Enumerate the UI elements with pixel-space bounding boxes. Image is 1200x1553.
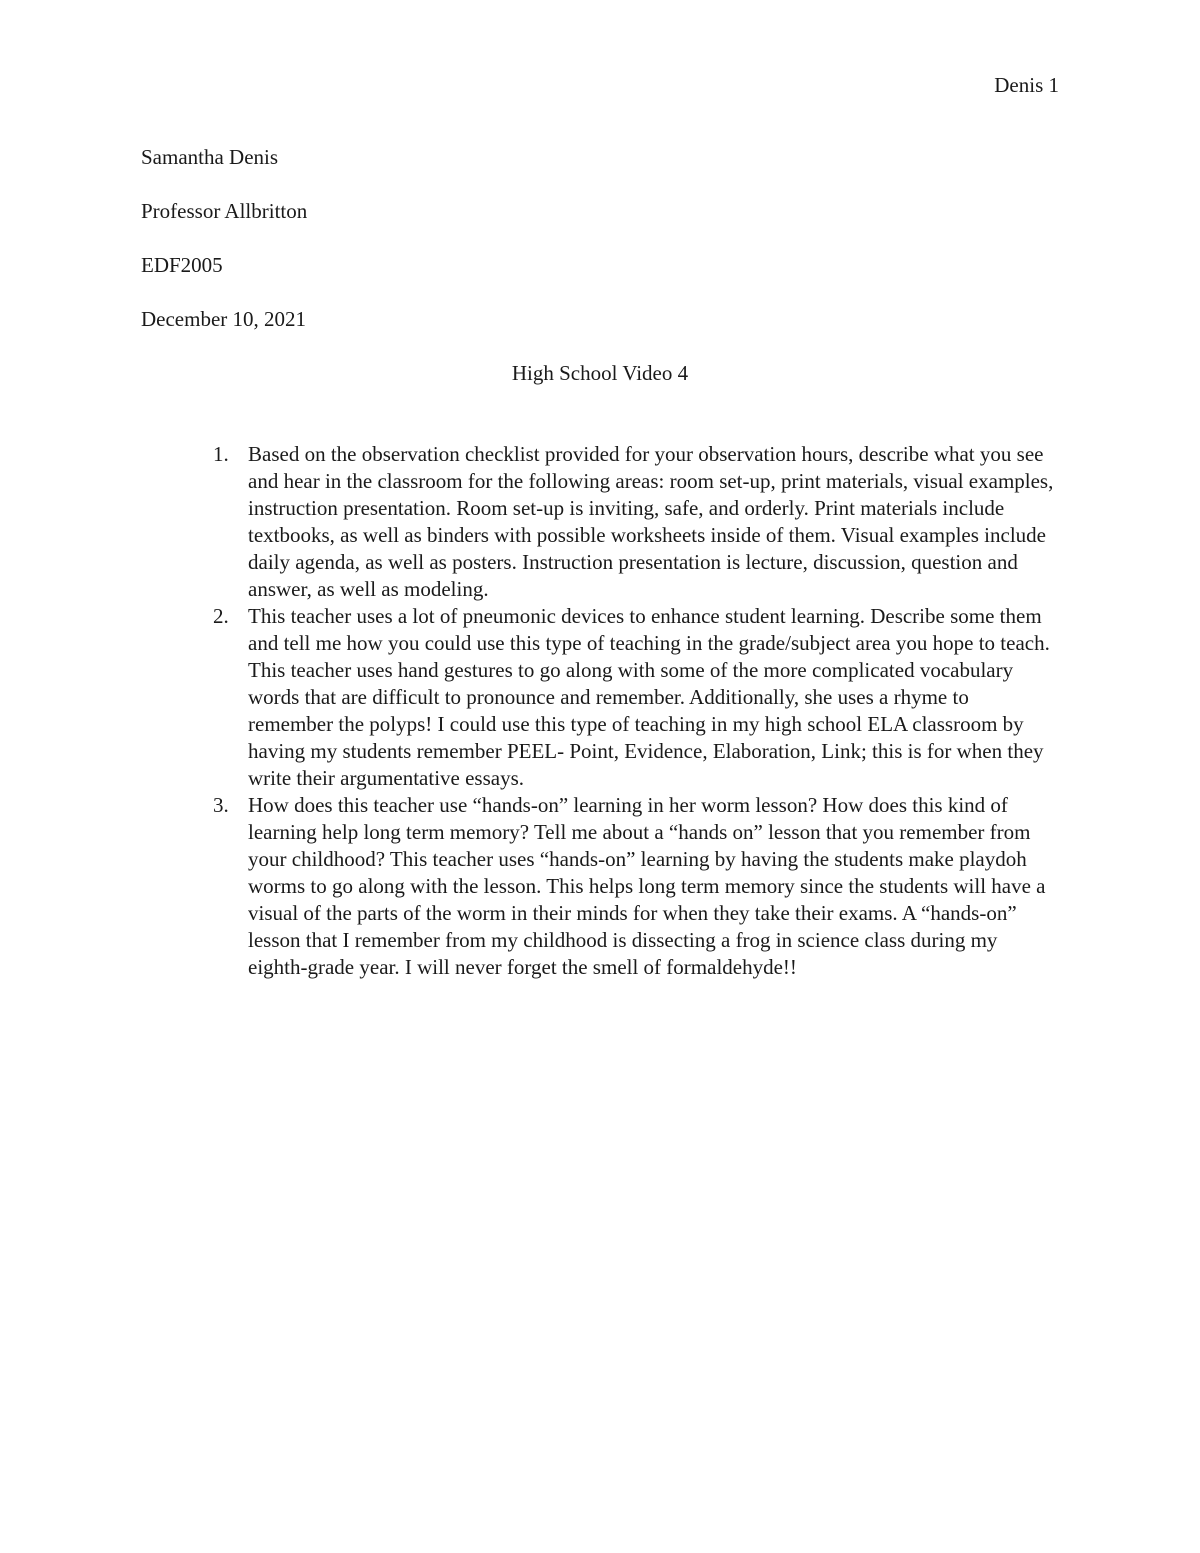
list-item — [141, 792, 1059, 981]
submission-date: December 10, 2021 — [141, 307, 307, 331]
student-name: Samantha Denis — [141, 145, 279, 169]
answer-list — [141, 441, 1059, 981]
document-title: High School Video 4 — [511, 361, 689, 385]
professor-name: Professor Allbritton — [141, 199, 308, 223]
list-item — [141, 603, 1059, 792]
page-header: Denis 1 — [994, 73, 1059, 97]
answer-text: Based on the observation checklist provided for your observation hours, describe what you see and hear in the classroom for the following areas: room set-up, print materials, visual examples, instruction presentation. Room set-up is inviting, safe, and orderly. Print materials include textbooks, as well as binders with possible worksheets inside of them. Visual examples include daily agenda, as well as posters. Instruction presentation is lecture, discussion, question and answer, as well as modeling. — [248, 442, 1054, 601]
mla-heading — [141, 144, 1059, 360]
answer-text: How does this teacher use “hands-on” learning in her worm lesson? How does this kind of learning help long term memory? Tell me about a “hands on” lesson that you remember from your childhood? This teacher uses “hands-on” learning by having the students make playdoh worms to go along with the lesson. This helps long term memory since the students will have a visual of the parts of the worm in their minds for when they take their exams. A “hands-on” lesson that I remember from my childhood is dissecting a frog in science class during my eighth-grade year. I will never forget the smell of formaldehyde!! — [248, 793, 1046, 979]
list-number: 2. — [213, 604, 229, 628]
answer-text: This teacher uses a lot of pneumonic devices to enhance student learning. Describe some them and tell me how you could use this type of teaching in the grade/subject area you hope to teach. This teacher uses hand gestures to go along with some of the more complicated vocabulary words that are difficult to pronounce and remember. Additionally, she uses a rhyme to remember the polyps! I could use this type of teaching in my high school ELA classroom by having my students remember PEEL- Point, Evidence, Elaboration, Link; this is for when they write their argumentative essays. — [248, 604, 1050, 790]
list-number: 1. — [213, 442, 229, 466]
course-code: EDF2005 — [141, 253, 223, 277]
list-item — [141, 441, 1059, 603]
list-number: 3. — [213, 793, 229, 817]
